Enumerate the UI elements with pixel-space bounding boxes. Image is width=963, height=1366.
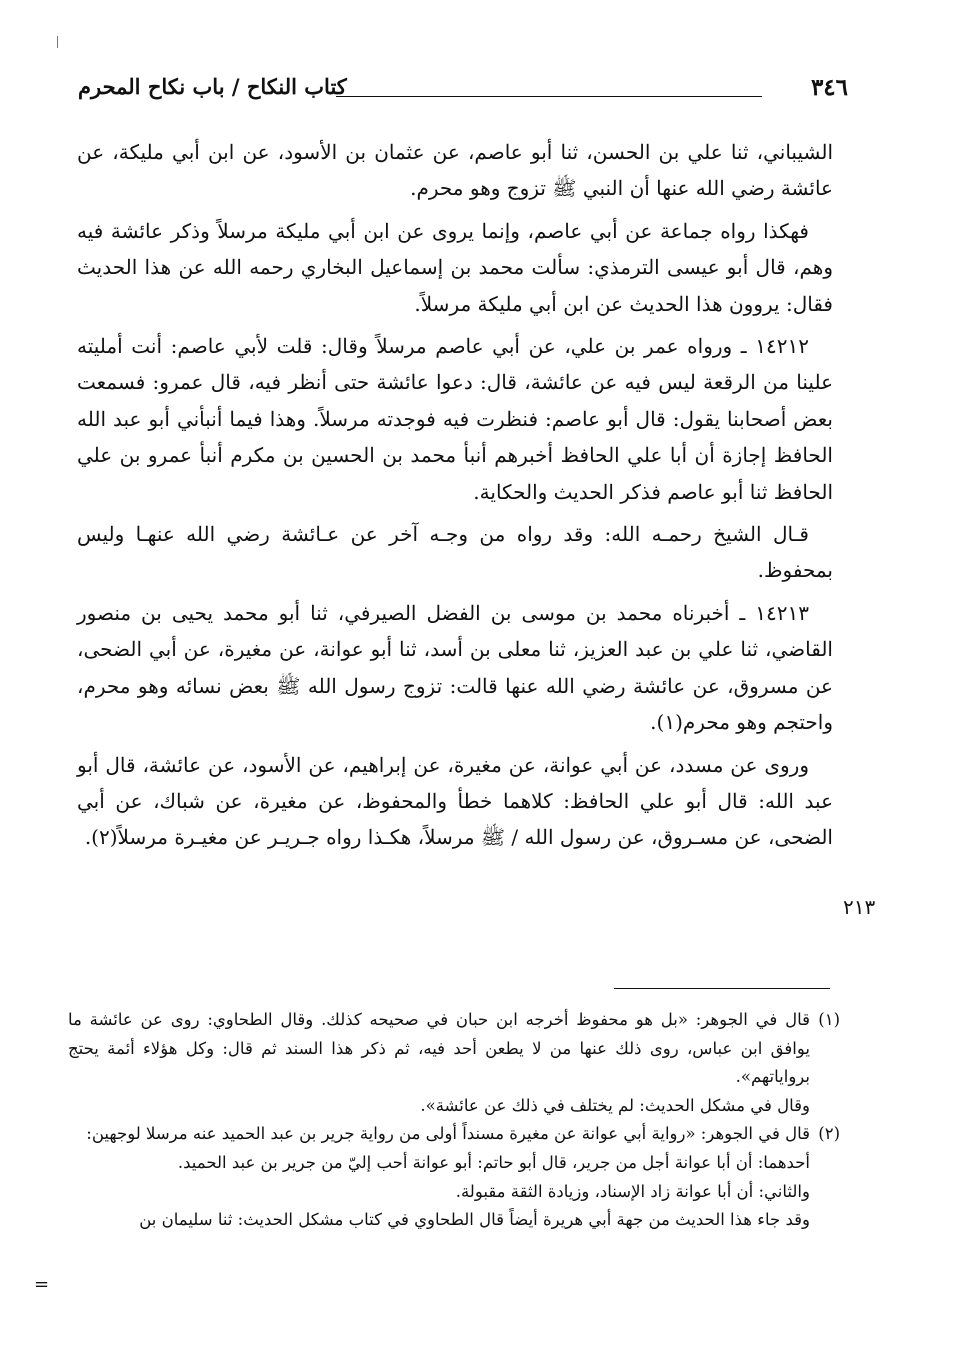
footnote-2-number: (٢) — [818, 1124, 840, 1144]
footnote-2-first-reason: أحدهما: أن أبا عوانة أجل من جرير، قال أبو حاتم: أبو عوانة أحب إليّ من جرير بن عبد الحميد. — [177, 1152, 810, 1172]
running-title: كتاب النكاح / باب نكاح المحرم — [78, 74, 347, 99]
page-number: ٣٤٦ — [810, 74, 848, 101]
footnote-1-text: قال في الجوهر: «بل هو محفوظ أخرجه ابن حبان في صحيحه كذلك. وقال الطحاوي: روى عن عائشة ما يوافق ابن عباس، روى ذلك عنها من لا يطعن أحد فيه، ثم ذكر هذا السند ثم قال: وكل هؤلاء أئمة يحتج برواياتهم». — [68, 1010, 810, 1087]
side-page-marker: ٢١٣ — [843, 895, 876, 919]
hadith-14213: ١٤٢١٣ ـ أخبرناه محمد بن موسى بن الفضل الصيرفي، ثنا أبو محمد يحيى بن منصور القاضي، ثنا علي بن عبد العزيز، ثنا معلى بن أسد، ثنا أبو عوانة، عن مغيرة، عن أبي الضحى، عن مسروق، عن عائشة رضي الله عنها قالت: تزوج رسول الله ﷺ بعض نسائه وهو محرم، واحتجم وهو محرم(١). — [77, 600, 833, 735]
margin-tick — [57, 36, 58, 48]
hadith-14212: ١٤٢١٢ ـ ورواه عمر بن علي، عن أبي عاصم مرسلاً وقال: قلت لأبي عاصم: أنت أمليته علينا من الرقعة ليس فيه عن عائشة، قال: دعوا عائشة حتى أنظر فيه، قال عمرو: فسمعت بعض أصحابنا يقول: قال أبو عاصم: فنظرت فيه فوجدته مرسلاً. وهذا فيما أنبأني أبو عبد الله الحافظ إجازة أن أبا علي الحافظ أخبرهم أنبأ محمد بن الحسين بن مكرم أنبأ عمرو بن علي الحافظ ثنا أبو عاصم فذكر الحديث والحكاية. — [77, 334, 833, 504]
footnote-1-number: (١) — [818, 1010, 840, 1029]
footnote-separator — [614, 988, 830, 989]
footnote-2-second-reason: والثاني: أن أبا عوانة زاد الإسناد، وزيادة الثقة مقبولة. — [455, 1181, 810, 1201]
header-rule — [336, 96, 762, 97]
paragraph-sheikh-comment: قـال الشيخ رحمـه الله: وقد رواه من وجـه آخر عن عـائشة رضي الله عنهـا وليس بمحفوظ. — [77, 522, 833, 583]
footnote-2-final-line: وقد جاء هذا الحديث من جهة أبي هريرة أيضاً قال الطحاوي في كتاب مشكل الحديث: ثنا سليمان بن — [139, 1210, 810, 1230]
main-text — [77, 134, 833, 862]
page-header — [78, 74, 848, 108]
footnote-1-continuation: وقال في مشكل الحديث: لم يختلف في ذلك عن عائشة». — [420, 1095, 810, 1115]
footnotes — [68, 1006, 840, 1235]
footnote-2 — [68, 1120, 840, 1149]
paragraph-6: وروى عن مسدد، عن أبي عوانة، عن مغيرة، عن إبراهيم، عن الأسود، عن عائشة، قال أبو عبد الله: قال أبو علي الحافظ: كلاهما خطأ والمحفوظ، عن مغيرة، عن شباك، عن أبي الضحى، عن مسـروق، عن رسول الله / ﷺ مرسلاً، هكـذا رواه جـريـر عن مغيـرة مرسلاً(٢). — [77, 752, 833, 850]
continuation-mark: = — [34, 1274, 50, 1295]
footnote-1 — [68, 1006, 840, 1092]
footnote-2-text: قال في الجوهر: «رواية أبي عوانة عن مغيرة مسنداً أولى من رواية جرير بن عبد الحميد عنه مرسلا لوجهين: — [86, 1124, 810, 1144]
paragraph-1: الشيباني، ثنا علي بن الحسن، ثنا أبو عاصم، عن عثمان بن الأسود، عن ابن أبي مليكة، عن عائشة رضي الله عنها أن النبي ﷺ تزوج وهو محرم. — [77, 140, 833, 201]
paragraph-2: فهكذا رواه جماعة عن أبي عاصم، وإنما يروى عن ابن أبي مليكة مرسلاً وذكر عائشة فيه وهم، قال أبو عيسى الترمذي: سألت محمد بن إسماعيل البخاري رحمه الله عن هذا الحديث فقال: يروون هذا الحديث عن ابن أبي مليكة مرسلاً. — [77, 218, 833, 316]
